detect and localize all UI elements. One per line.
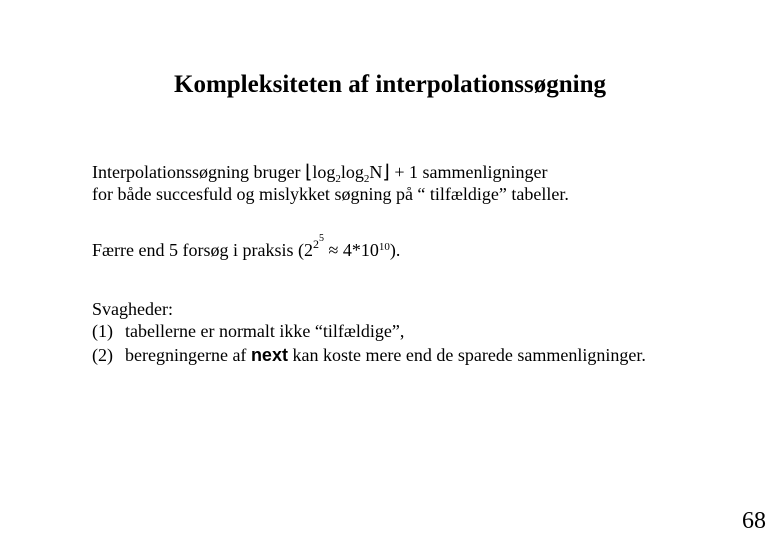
slide-title: Kompleksiteten af interpolationssøgning — [174, 71, 606, 98]
text: ). — [389, 240, 401, 260]
item-number: (2) — [92, 345, 113, 365]
complexity-line-2: for både succesfuld og mislykket søgning på “ tilfældige” tabeller. — [92, 184, 569, 204]
log-base: 2 — [335, 173, 341, 185]
log-base: 2 — [363, 173, 370, 185]
exponent: 5 — [318, 233, 324, 244]
log: log — [340, 162, 364, 182]
floor-left: ⌊ — [304, 162, 313, 183]
variable: N — [369, 162, 383, 182]
item-text: tabellerne er normalt ikke “tilfældige”, — [125, 321, 405, 341]
weaknesses-heading: Svagheder: — [92, 299, 173, 319]
item-text: kan koste mere end de sparede sammenligninger. — [287, 345, 646, 365]
log: log — [312, 162, 336, 182]
text: Færre end 5 forsøg i praksis (2 — [92, 240, 313, 260]
practice-line — [92, 233, 401, 261]
text: ≈ 4*10 — [323, 240, 379, 260]
page-number: 68 — [742, 508, 766, 534]
weakness-item — [92, 321, 404, 342]
text: Interpolationssøgning bruger — [92, 162, 305, 182]
item-text: beregningerne af — [125, 345, 251, 365]
exponent: 10 — [378, 241, 390, 253]
complexity-line — [92, 161, 547, 185]
item-number: (1) — [92, 321, 113, 341]
floor-right: ⌋ — [382, 162, 390, 183]
keyword-next: next — [250, 345, 288, 365]
weakness-item — [92, 345, 646, 366]
exponent: 2 — [312, 237, 319, 251]
text: + 1 sammenligninger — [389, 162, 548, 182]
